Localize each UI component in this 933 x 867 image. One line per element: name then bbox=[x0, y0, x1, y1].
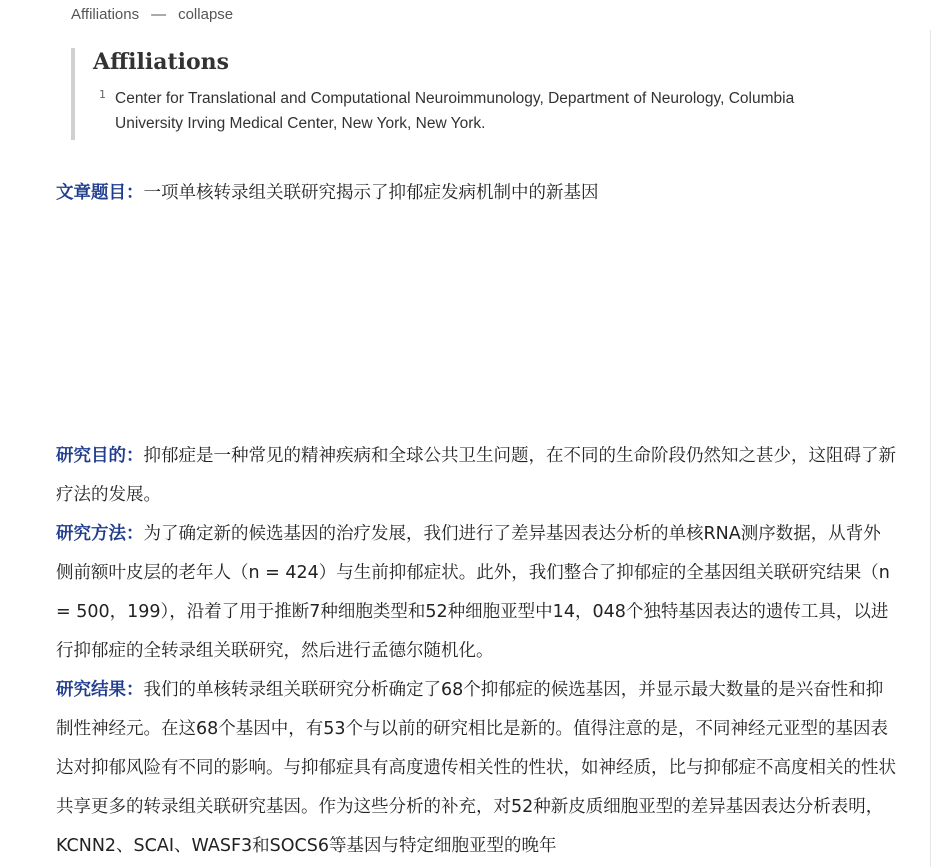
affiliation-text: Center for Translational and Computational Neuroimmunology, Department of Neurology, Columbia University Irving Medical Center, New York, New York. bbox=[115, 90, 795, 132]
section-text: 为了确定新的候选基因的治疗发展，我们进行了差异基因表达分析的单核RNA测序数据，从背外侧前额叶皮层的老年人（n = 424）与生前抑郁症状。此外，我们整合了抑郁症的全基因组关联研究结果（n = 500，199），沿着了用于推断7种细胞类型和52种细胞亚型中14，048个独特基因表达的遗传工具，以进行抑郁症的全转录组关联研究，然后进行孟德尔随机化。 bbox=[56, 524, 890, 661]
section-text: 我们的单核转录组关联研究分析确定了68个抑郁症的候选基因，并显示最大数量的是兴奋性和抑制性神经元。在这68个基因中，有53个与以前的研究相比是新的。值得注意的是，不同神经元亚型的基因表达对抑郁风险有不同的影响。与抑郁症具有高度遗传相关性的性状，如神经质，比与抑郁症不高度相关的性状共享更多的转录组关联研究基因。作为这些分析的补充，对52种新皮质细胞亚型的差异基因表达分析表明，KCNN2、SCAI、WASF3和SOCS6等基因与特定细胞亚型的晚年 bbox=[56, 680, 896, 856]
section-methods bbox=[56, 515, 896, 671]
article-title-text: 一项单核转录组关联研究揭示了抑郁症发病机制中的新基因 bbox=[143, 183, 599, 203]
affiliation-item bbox=[93, 86, 831, 136]
section-label: 研究方法： bbox=[56, 524, 144, 544]
section-text: 抑郁症是一种常见的精神疾病和全球公共卫生问题，在不同的生命阶段仍然知之甚少，这阻碍了新疗法的发展。 bbox=[56, 446, 896, 505]
affiliations-panel bbox=[71, 48, 831, 140]
affiliations-toggle[interactable] bbox=[71, 6, 233, 23]
abstract-body bbox=[56, 437, 896, 866]
section-objective bbox=[56, 437, 896, 515]
page-edge-divider bbox=[930, 30, 931, 867]
article-title-label: 文章题目： bbox=[56, 183, 144, 203]
collapse-link[interactable]: collapse bbox=[178, 6, 234, 23]
affiliations-heading: Affiliations bbox=[93, 49, 230, 75]
section-label: 研究结果： bbox=[56, 680, 144, 700]
toggle-separator: — bbox=[151, 6, 167, 23]
section-label: 研究目的： bbox=[56, 446, 144, 466]
article-title bbox=[56, 178, 599, 208]
section-results bbox=[56, 671, 896, 866]
affiliation-number: 1 bbox=[99, 88, 106, 101]
affiliations-toggle-label: Affiliations bbox=[71, 6, 140, 23]
